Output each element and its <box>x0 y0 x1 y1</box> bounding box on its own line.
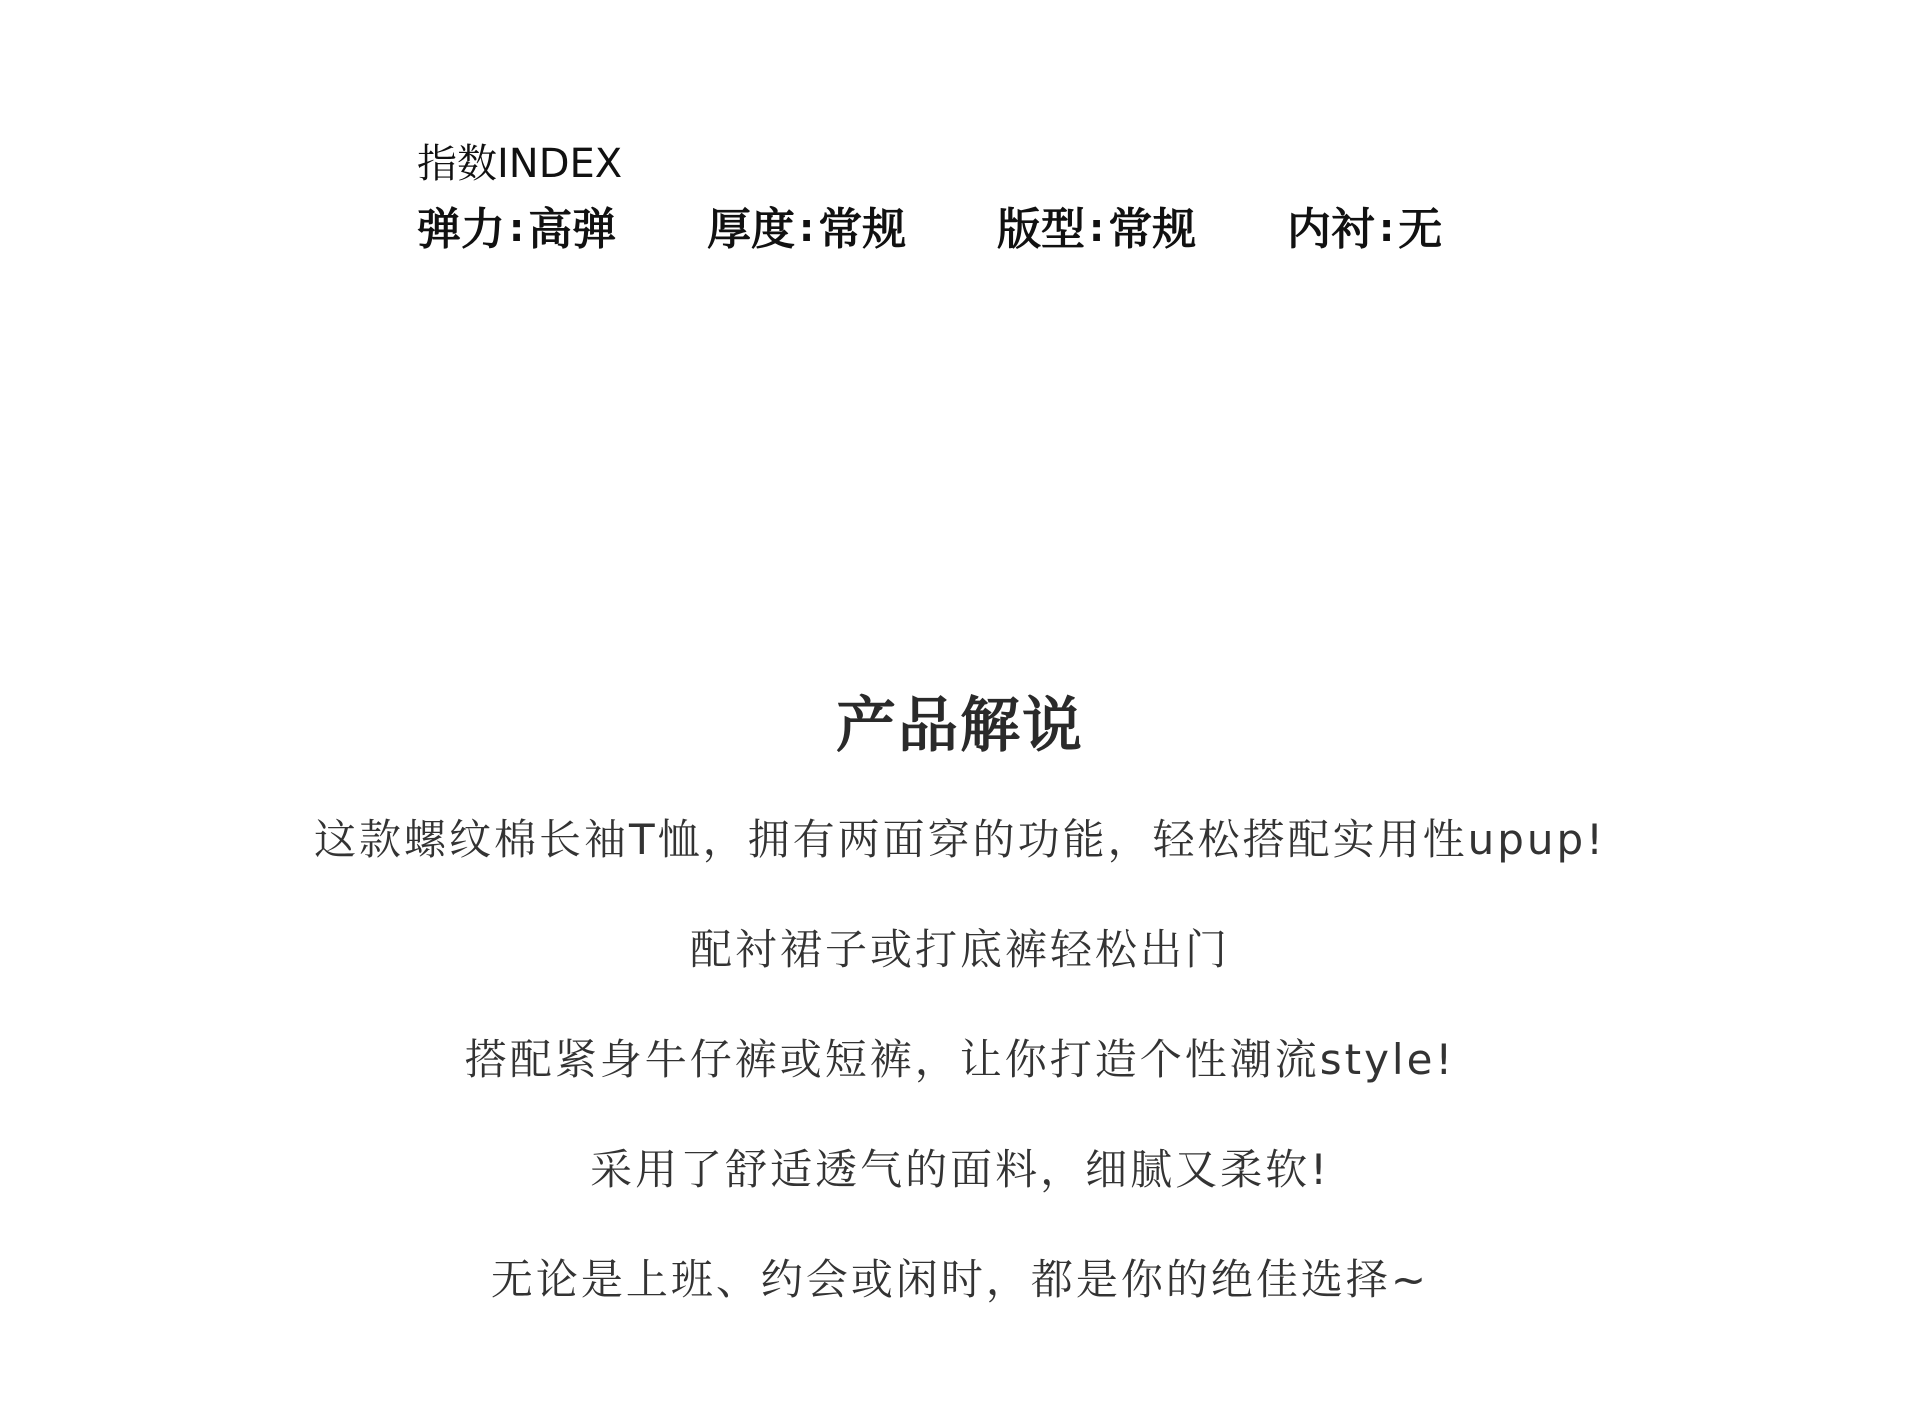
index-separator: : <box>1089 206 1105 250</box>
index-value: 无 <box>1398 204 1443 255</box>
index-separator: : <box>1379 206 1395 250</box>
description-title: 产品解说 <box>836 691 1084 761</box>
description-line: 配衬裙子或打底裤轻松出门 <box>689 925 1230 974</box>
index-value: 高弹 <box>528 204 617 255</box>
description-line: 这款螺纹棉长袖T恤，拥有两面穿的功能，轻松搭配实用性upup! <box>313 815 1607 864</box>
index-section <box>417 140 1617 266</box>
index-item-thickness <box>707 202 906 259</box>
description-line: 无论是上班、约会或闲时，都是你的绝佳选择~ <box>490 1255 1430 1304</box>
index-value: 常规 <box>1108 204 1197 255</box>
description-section <box>0 690 1920 1364</box>
description-line: 采用了舒适透气的面料，细腻又柔软! <box>590 1145 1330 1194</box>
index-label: 弹力 <box>417 204 505 255</box>
index-label: 版型 <box>997 204 1085 255</box>
description-line: 搭配紧身牛仔裤或短裤，让你打造个性潮流style! <box>464 1035 1456 1084</box>
index-row <box>417 202 1617 266</box>
index-value: 常规 <box>818 204 907 255</box>
description-lines <box>0 814 1920 1306</box>
index-item-lining <box>1287 202 1442 259</box>
index-item-fit <box>997 202 1196 259</box>
index-item-elasticity <box>417 202 616 259</box>
index-separator: : <box>509 206 525 250</box>
index-label: 厚度 <box>707 204 795 255</box>
index-title: 指数INDEX <box>417 141 623 187</box>
index-label: 内衬 <box>1287 204 1375 255</box>
index-separator: : <box>799 206 815 250</box>
